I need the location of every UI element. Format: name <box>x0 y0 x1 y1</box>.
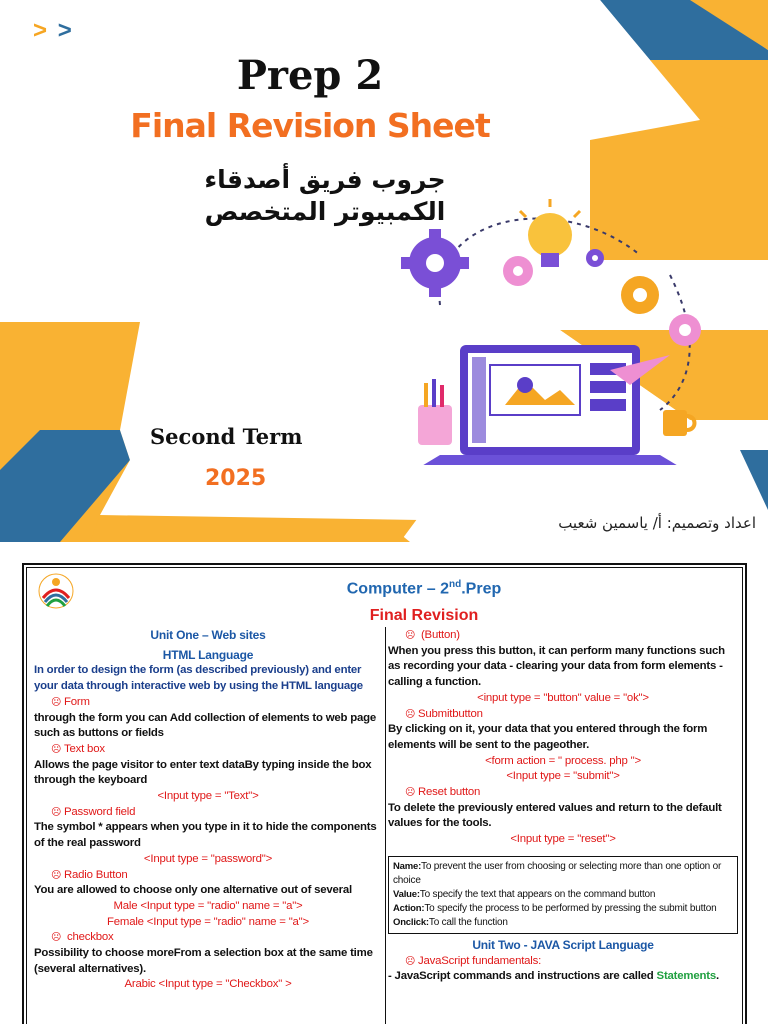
form-desc: through the form you can Add collection of elements to web page such as buttons or fields <box>34 711 377 740</box>
submit-term: ☹ Submitbutton <box>388 707 738 723</box>
textbox-term: ☹ Text box <box>34 742 382 758</box>
submit-desc: By clicking on it, your data that you entered through the form elements will be sent to the pageother. <box>388 723 708 751</box>
orange-gear-icon <box>621 276 659 314</box>
submit-code-input: <Input type = "submit"> <box>506 770 620 783</box>
textbox-code: <Input type = "Text"> <box>157 790 259 803</box>
light-bulb-icon <box>520 199 580 267</box>
radio-code-female: Female <Input type = "radio" name = "a"> <box>107 915 309 928</box>
bullet-circle-icon: ☹ <box>51 932 62 944</box>
html-language-heading: HTML Language <box>162 647 254 662</box>
small-gear-icon <box>586 249 604 267</box>
bullet-circle-icon: ☹ <box>51 696 62 708</box>
js-desc: - JavaScript commands and instructions are called Statements. <box>388 970 719 983</box>
js-fundamentals-term: ☹ JavaScript fundamentals: <box>388 954 738 970</box>
cover-final-title: Final Revision Sheet <box>130 106 490 145</box>
decorative-arrows: > > <box>33 17 74 44</box>
note-action: Action:To specify the process to be performed by pressing the submit button <box>393 902 717 914</box>
bullet-circle-icon: ☹ <box>405 630 416 641</box>
pencil-cup-icon <box>418 379 452 445</box>
reset-term: ☹ Reset button <box>388 785 738 801</box>
checkbox-term: ☹ checkbox <box>34 930 382 946</box>
password-desc: The symbol * appears when you type in it to hide the components of the real password <box>34 821 377 850</box>
reset-code: <Input type = "reset"> <box>510 833 616 846</box>
unit-one-heading: Unit One – Web sites <box>150 628 266 642</box>
cover-term: Second Term <box>150 424 303 449</box>
bullet-circle-icon: ☹ <box>405 787 416 799</box>
left-column <box>34 628 382 993</box>
revision-sheet <box>22 563 747 1024</box>
pink-gear-right-icon <box>669 314 701 346</box>
button-term: ☹ (Button) <box>388 628 738 644</box>
sheet-subtitle: Final Revision <box>369 607 479 624</box>
note-onclick: Onclick:To call the function <box>393 916 508 928</box>
cover-year: 2025 <box>205 466 267 491</box>
radio-desc: You are allowed to choose only one alternative out of several <box>34 884 353 897</box>
radio-term: ☹ Radio Button <box>34 868 382 884</box>
bullet-circle-icon: ☹ <box>51 869 62 881</box>
sheet-title: Computer – 2nd.Prep <box>346 579 502 598</box>
computer-illustration <box>380 195 710 465</box>
bullet-circle-icon: ☹ <box>51 806 62 818</box>
form-term: ☹ Form <box>34 695 382 711</box>
school-logo-icon <box>37 572 75 610</box>
button-code: <input type = "button" value = "ok"> <box>477 691 649 704</box>
bullet-circle-icon: ☹ <box>405 708 416 720</box>
pink-gear-icon <box>503 256 533 286</box>
statements-keyword: Statements <box>656 970 716 983</box>
checkbox-desc: Possibility to choose moreFrom a selection box at the same time (several alternatives). <box>34 947 373 975</box>
radio-code-male: Male <Input type = "radio" name = "a"> <box>113 899 303 912</box>
right-column <box>388 628 738 985</box>
cover-arabic-title: جروب فريق أصدقاء الكمبيوتر المتخصص <box>204 165 446 226</box>
unit-two-heading: Unit Two - JAVA Script Language <box>472 937 654 952</box>
bullet-circle-icon: ☹ <box>405 955 416 967</box>
submit-code-form: <form action = " process. php "> <box>485 754 641 767</box>
reset-desc: To delete the previously entered values and return to the default values for the tools. <box>388 801 722 830</box>
column-divider <box>385 627 386 1024</box>
coffee-mug-icon <box>663 410 695 436</box>
cover-credit: اعداد وتصميم: أ/ ياسمين شعيب <box>558 514 756 532</box>
textbox-desc: Allows the page visitor to enter text dataBy typing inside the box through the keyboard <box>34 758 372 787</box>
purple-gear-icon <box>401 229 469 297</box>
html-intro: In order to design the form (as described previously) and enter your data through interactive web by using the HTML language <box>34 664 363 693</box>
attributes-note-box <box>388 856 738 934</box>
password-term: ☹ Password field <box>34 805 382 821</box>
bullet-circle-icon: ☹ <box>51 743 62 755</box>
button-desc: When you press this button, it can perform many functions such as recording your data - clearing your data from form elements - calling a function. <box>388 644 725 689</box>
cover-prep-title: Prep 2 <box>236 52 384 99</box>
note-name: Name:To prevent the user from choosing or selecting more than one option or choice <box>393 860 722 886</box>
note-value: Value:To specify the text that appears on the command button <box>393 888 656 900</box>
checkbox-code: Arabic <Input type = "Checkbox" > <box>124 978 292 991</box>
password-code: <Input type = "password"> <box>143 852 273 865</box>
